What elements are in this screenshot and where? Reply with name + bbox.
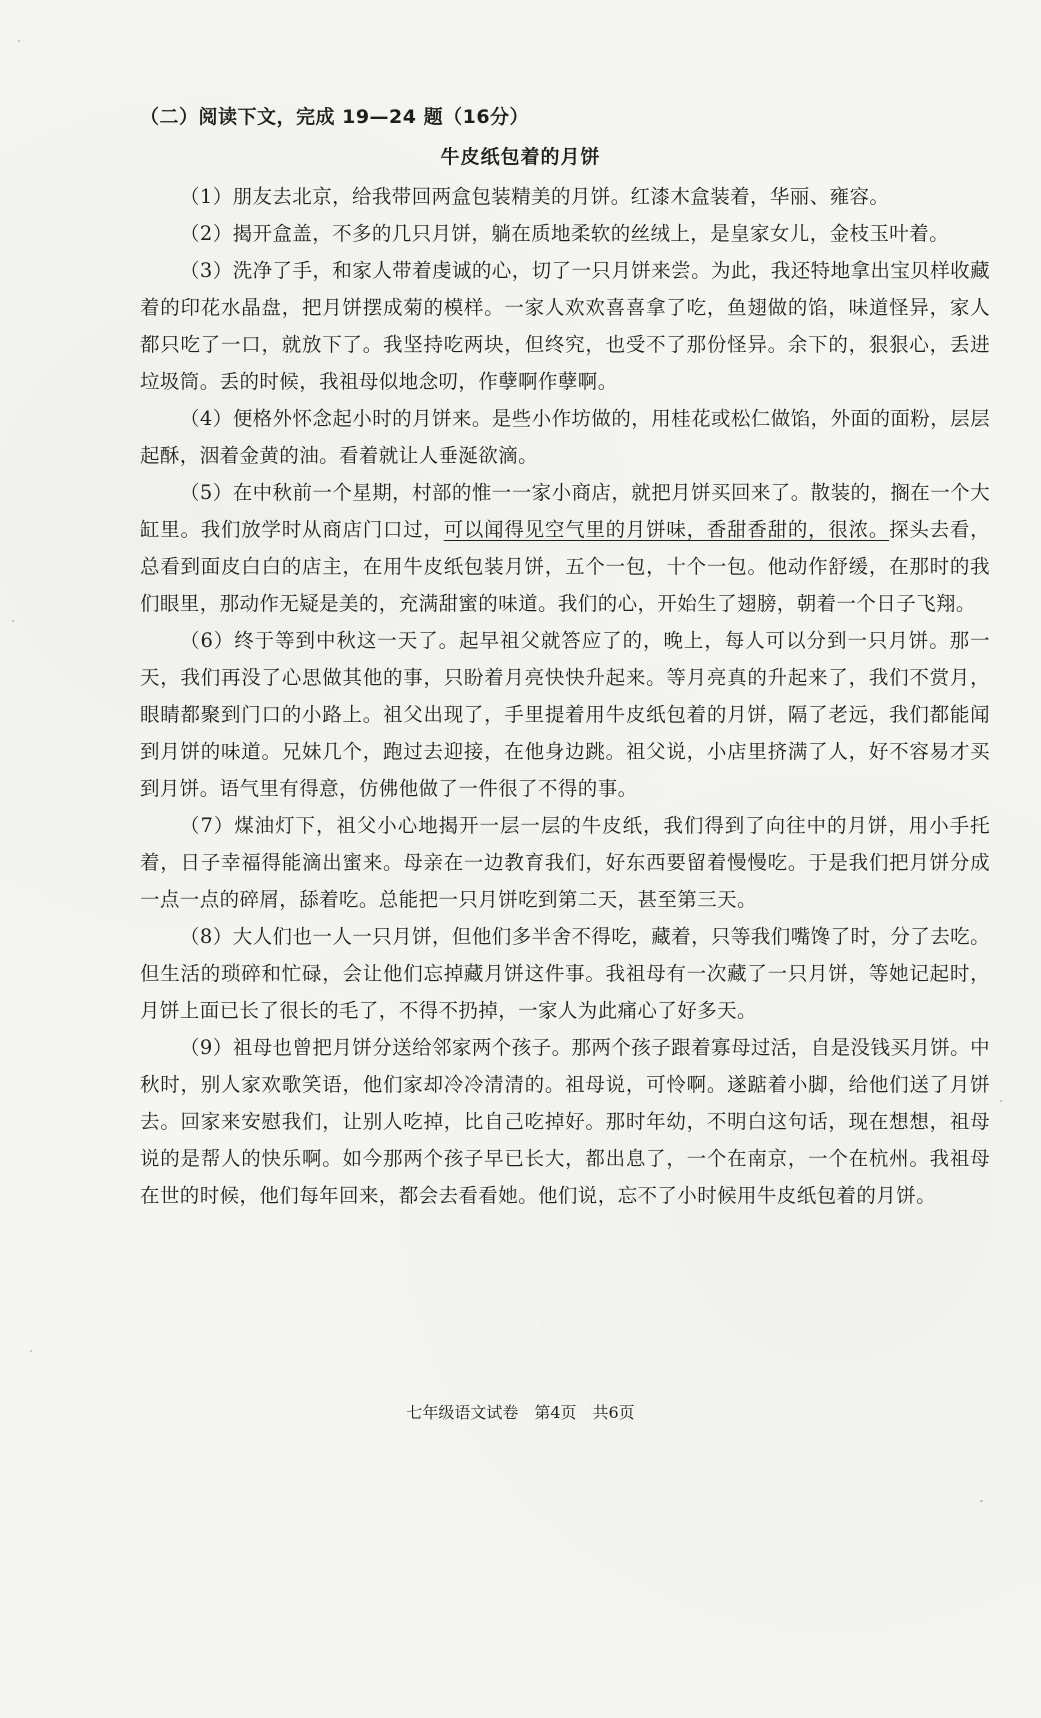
article-body <box>140 178 990 1214</box>
paragraph-1: （1）朋友去北京，给我带回两盒包装精美的月饼。红漆木盒装着，华丽、雍容。 <box>180 185 890 208</box>
scan-noise <box>12 620 14 622</box>
section-heading: （二）阅读下文，完成 19—24 题（16分） <box>140 106 530 128</box>
paragraph-4: （4）便格外怀念起小时的月饼来。是些小作坊做的，用桂花或松仁做馅，外面的面粉，层层起酥，洇着金黄的油。看着就让人垂涎欲滴。 <box>140 407 990 467</box>
paragraph-8: （8）大人们也一人一只月饼，但他们多半舍不得吃，藏着，只等我们嘴馋了时，分了去吃。但生活的琐碎和忙碌，会让他们忘掉藏月饼这件事。我祖母有一次藏了一只月饼，等她记起时，月饼上面已长了很长的毛了，不得不扔掉，一家人为此痛心了好多天。 <box>140 925 990 1022</box>
paragraph-3: （3）洗净了手，和家人带着虔诚的心，切了一只月饼来尝。为此，我还特地拿出宝贝样收藏着的印花水晶盘，把月饼摆成菊的模样。一家人欢欢喜喜拿了吃，鱼翅做的馅，味道怪异，家人都只吃了一口，就放下了。我坚持吃两块，但终究，也受不了那份怪异。余下的，狠狠心，丢进垃圾筒。丢的时候，我祖母似地念叨，作孽啊作孽啊。 <box>140 259 990 393</box>
paragraph-2: （2）揭开盒盖，不多的几只月饼，躺在质地柔软的丝绒上，是皇家女儿，金枝玉叶着。 <box>180 222 950 245</box>
paragraph-7: （7）煤油灯下，祖父小心地揭开一层一层的牛皮纸，我们得到了向往中的月饼，用小手托着，日子幸福得能滴出蜜来。母亲在一边教育我们，好东西要留着慢慢吃。于是我们把月饼分成一点一点的碎屑，舔着吃。总能把一只月饼吃到第二天，甚至第三天。 <box>140 814 990 911</box>
paragraph-6: （6）终于等到中秋这一天了。起早祖父就答应了的，晚上，每人可以分到一只月饼。那一天，我们再没了心思做其他的事，只盼着月亮快快升起来。等月亮真的升起来了，我们不赏月，眼睛都聚到门口的小路上。祖父出现了，手里提着用牛皮纸包着的月饼，隔了老远，我们都能闻到月饼的味道。兄妹几个，跑过去迎接，在他身边跳。祖父说，小店里挤满了人，好不容易才买到月饼。语气里有得意，仿佛他做了一件很了不得的事。 <box>140 629 990 800</box>
article-title: 牛皮纸包着的月饼 <box>440 146 601 168</box>
page-footer: 七年级语文试卷 第4页 共6页 <box>406 1403 635 1422</box>
scan-noise <box>30 1350 32 1352</box>
underlined-sentence: 可以闻得见空气里的月饼味，香甜香甜的，很浓。 <box>443 518 890 541</box>
scan-noise <box>18 40 20 42</box>
scan-noise <box>980 1500 983 1502</box>
scan-noise <box>1000 1100 1002 1102</box>
paragraph-5: （5）在中秋前一个星期，村部的惟一一家小商店，就把月饼买回来了。散装的，搁在一个大缸里。我们放学时从商店门口过，可以闻得见空气里的月饼味，香甜香甜的，很浓。探头去看，总看到面皮白白的店主，在用牛皮纸包装月饼，五个一包，十个一包。他动作舒缓，在那时的我们眼里，那动作无疑是美的，充满甜蜜的味道。我们的心，开始生了翅膀，朝着一个日子飞翔。 <box>140 481 990 615</box>
paragraph-9: （9）祖母也曾把月饼分送给邻家两个孩子。那两个孩子跟着寡母过活，自是没钱买月饼。中秋时，别人家欢歌笑语，他们家却冷冷清清的。祖母说，可怜啊。遂踮着小脚，给他们送了月饼去。回家来安慰我们，让别人吃掉，比自己吃掉好。那时年幼，不明白这句话，现在想想，祖母说的是帮人的快乐啊。如今那两个孩子早已长大，都出息了，一个在南京，一个在杭州。我祖母在世的时候，他们每年回来，都会去看看她。他们说，忘不了小时候用牛皮纸包着的月饼。 <box>140 1036 990 1207</box>
